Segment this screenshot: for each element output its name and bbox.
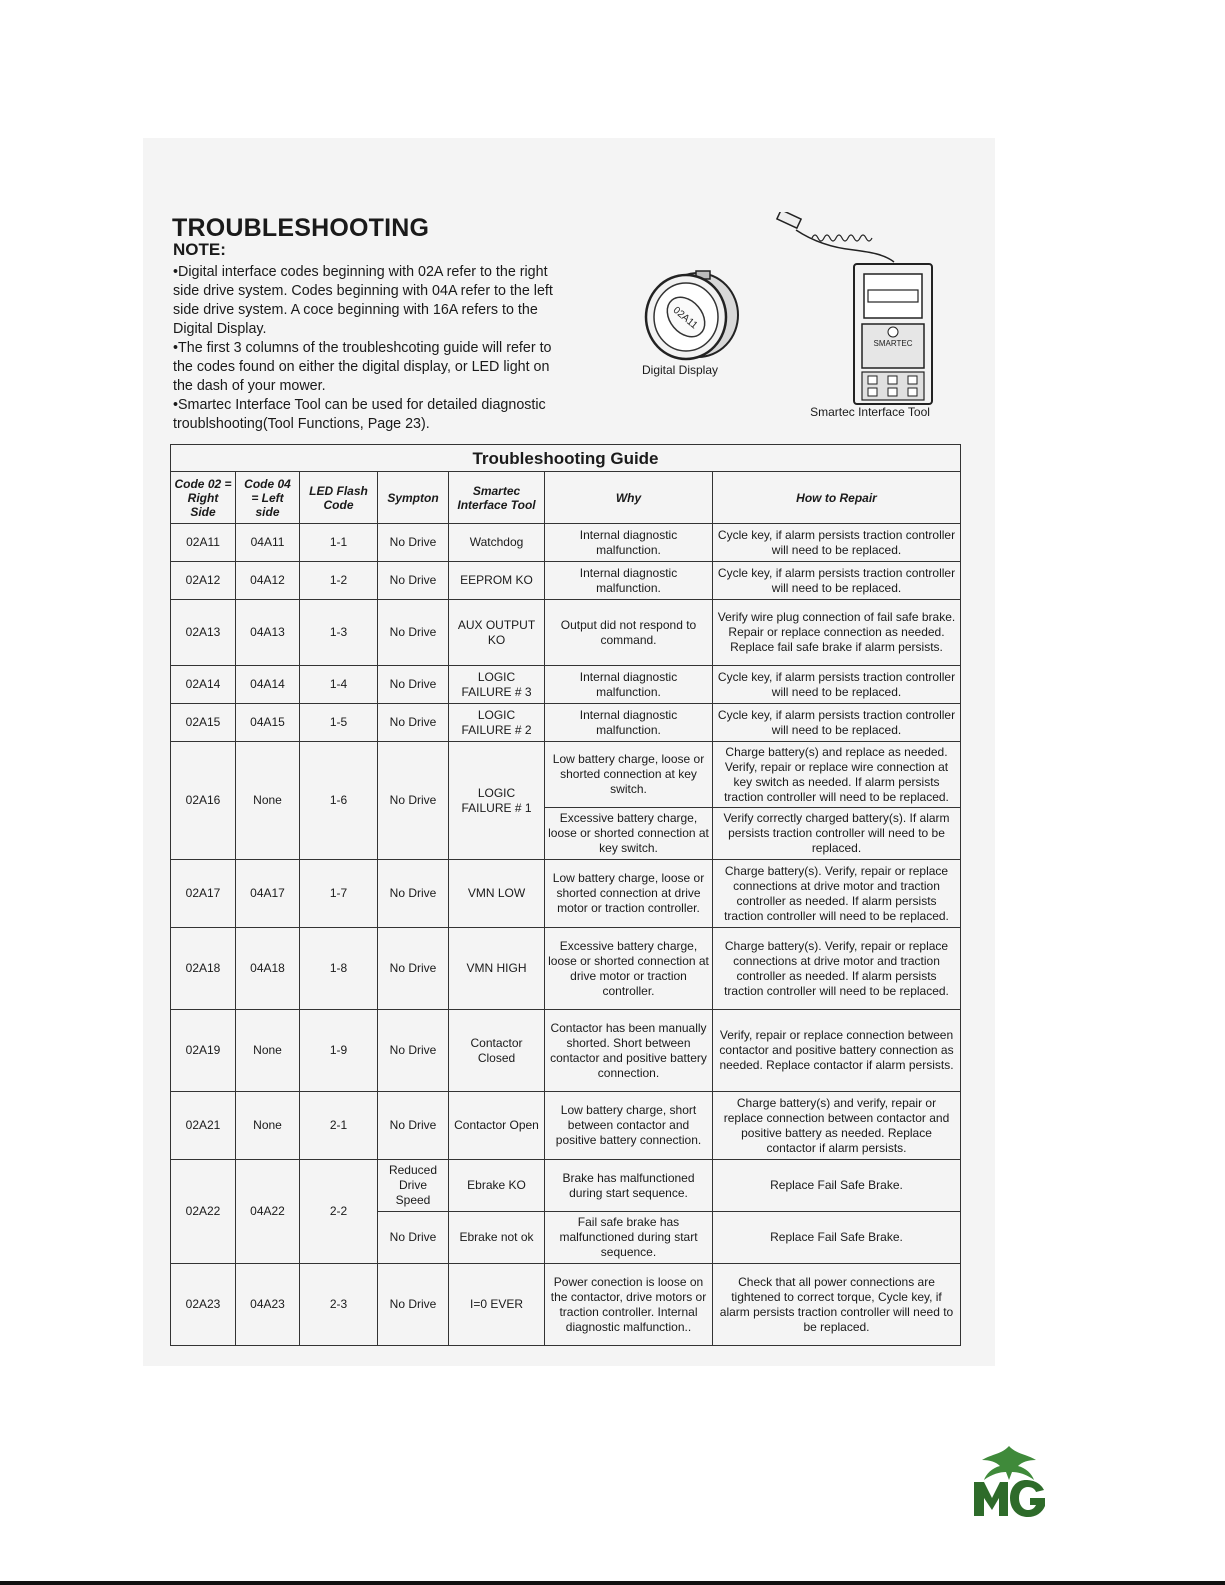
tool-cell: LOGIC FAILURE # 3 (449, 666, 545, 704)
code-04-cell: 04A13 (236, 600, 300, 666)
digital-display-caption: Digital Display (641, 363, 719, 377)
symptom-cell: No Drive (378, 562, 449, 600)
code-04-cell: 04A15 (236, 704, 300, 742)
code-04-cell: 04A23 (236, 1264, 300, 1346)
mg-logo-icon (968, 1440, 1050, 1520)
column-header: Smartec Interface Tool (449, 472, 545, 524)
smartec-tool-illustration (774, 212, 949, 417)
repair-cell: Replace Fail Safe Brake. (713, 1160, 961, 1212)
table-row (171, 1264, 961, 1346)
led-code-cell: 1-5 (300, 704, 378, 742)
note-item: •Smartec Interface Tool can be used for detailed diagnostic troublshooting(Tool Functions, Page 23). (173, 397, 546, 432)
why-cell: Internal diagnostic malfunction. (545, 562, 713, 600)
code-02-cell: 02A18 (171, 928, 236, 1010)
table-row (171, 666, 961, 704)
why-cell: Output did not respond to command. (545, 600, 713, 666)
code-02-cell: 02A22 (171, 1160, 236, 1264)
symptom-cell: No Drive (378, 524, 449, 562)
why-cell: Internal diagnostic malfunction. (545, 704, 713, 742)
symptom-cell: No Drive (378, 704, 449, 742)
note-item: •The first 3 columns of the troubleshcoting guide will refer to the codes found on either the digital display, or LED light on the dash of your mower. (173, 340, 552, 394)
table-row (171, 742, 961, 808)
tool-cell: Watchdog (449, 524, 545, 562)
led-code-cell: 1-7 (300, 860, 378, 928)
code-02-cell: 02A17 (171, 860, 236, 928)
code-04-cell: 04A17 (236, 860, 300, 928)
notes-list (173, 263, 568, 434)
repair-cell: Verify correctly charged battery(s). If alarm persists traction controller will need to be replaced. (713, 808, 961, 860)
why-cell: Low battery charge, loose or shorted connection at drive motor or traction controller. (545, 860, 713, 928)
tool-cell: EEPROM KO (449, 562, 545, 600)
code-04-cell: None (236, 1092, 300, 1160)
column-header: Code 04 = Left side (236, 472, 300, 524)
code-04-cell: None (236, 742, 300, 860)
repair-cell: Charge battery(s). Verify, repair or replace connections at drive motor and traction controller as needed. If alarm persists traction controller will need to be replaced. (713, 860, 961, 928)
table-header-row (171, 472, 961, 524)
note-label: NOTE: (173, 240, 226, 259)
symptom-cell: No Drive (378, 1010, 449, 1092)
table-row (171, 600, 961, 666)
symptom-cell: No Drive (378, 600, 449, 666)
table-row (171, 562, 961, 600)
led-code-cell: 1-8 (300, 928, 378, 1010)
repair-cell: Cycle key, if alarm persists traction controller will need to be replaced. (713, 524, 961, 562)
symptom-cell: No Drive (378, 928, 449, 1010)
code-04-cell: 04A18 (236, 928, 300, 1010)
repair-cell: Check that all power connections are tightened to correct torque, Cycle key, if alarm persists traction controller will need to be replaced. (713, 1264, 961, 1346)
table-row (171, 860, 961, 928)
repair-cell: Cycle key, if alarm persists traction controller will need to be replaced. (713, 562, 961, 600)
led-code-cell: 2-3 (300, 1264, 378, 1346)
table-row (171, 704, 961, 742)
why-cell: Low battery charge, loose or shorted connection at key switch. (545, 742, 713, 808)
why-cell: Internal diagnostic malfunction. (545, 524, 713, 562)
smartec-tool-caption: Smartec Interface Tool (810, 405, 930, 419)
digital-display-illustration (636, 265, 742, 365)
tool-cell: VMN LOW (449, 860, 545, 928)
table-row (171, 524, 961, 562)
repair-cell: Cycle key, if alarm persists traction controller will need to be replaced. (713, 704, 961, 742)
table-row (171, 1160, 961, 1212)
tool-brand-text: SMARTEC (873, 339, 913, 348)
display-code-text: 02A11 (670, 304, 700, 332)
column-header: LED Flash Code (300, 472, 378, 524)
tool-cell: I=0 EVER (449, 1264, 545, 1346)
why-cell: Excessive battery charge, loose or shorted connection at drive motor or traction controller. (545, 928, 713, 1010)
led-code-cell: 2-2 (300, 1160, 378, 1264)
code-02-cell: 02A21 (171, 1092, 236, 1160)
repair-cell: Verify wire plug connection of fail safe brake. Repair or replace connection as needed. Replace fail safe brake if alarm persists. (713, 600, 961, 666)
tool-cell: LOGIC FAILURE # 2 (449, 704, 545, 742)
code-02-cell: 02A12 (171, 562, 236, 600)
why-cell: Contactor has been manually shorted. Short between contactor and positive battery connection. (545, 1010, 713, 1092)
table-row (171, 1010, 961, 1092)
repair-cell: Replace Fail Safe Brake. (713, 1212, 961, 1264)
led-code-cell: 1-1 (300, 524, 378, 562)
symptom-cell: Reduced Drive Speed (378, 1160, 449, 1212)
table-title: Troubleshooting Guide (171, 445, 961, 472)
why-cell: Power conection is loose on the contactor, drive motors or traction controller. Internal diagnostic malfunction.. (545, 1264, 713, 1346)
repair-cell: Cycle key, if alarm persists traction controller will need to be replaced. (713, 666, 961, 704)
repair-cell: Verify, repair or replace connection between contactor and positive battery connection as needed. Replace contactor if alarm persists. (713, 1010, 961, 1092)
led-code-cell: 1-2 (300, 562, 378, 600)
page-title: TROUBLESHOOTING (172, 214, 430, 242)
table-title-row (171, 445, 961, 472)
why-cell: Fail safe brake has malfunctioned during start sequence. (545, 1212, 713, 1264)
repair-cell: Charge battery(s). Verify, repair or replace connections at drive motor and traction controller as needed. If alarm persists traction controller will need to be replaced. (713, 928, 961, 1010)
led-code-cell: 1-4 (300, 666, 378, 704)
code-02-cell: 02A15 (171, 704, 236, 742)
code-04-cell: 04A11 (236, 524, 300, 562)
led-code-cell: 1-3 (300, 600, 378, 666)
code-02-cell: 02A13 (171, 600, 236, 666)
code-04-cell: 04A14 (236, 666, 300, 704)
tool-cell: Contactor Closed (449, 1010, 545, 1092)
symptom-cell: No Drive (378, 666, 449, 704)
tool-cell: VMN HIGH (449, 928, 545, 1010)
column-header: Why (545, 472, 713, 524)
code-02-cell: 02A23 (171, 1264, 236, 1346)
tool-cell: Contactor Open (449, 1092, 545, 1160)
troubleshooting-guide-table (170, 444, 961, 1346)
why-cell: Brake has malfunctioned during start sequence. (545, 1160, 713, 1212)
column-header: How to Repair (713, 472, 961, 524)
code-02-cell: 02A16 (171, 742, 236, 860)
tool-cell: Ebrake KO (449, 1160, 545, 1212)
note-item: •Digital interface codes beginning with 02A refer to the right side drive system. Codes beginning with 04A refer to the left side drive system. A coce beginning with 16A refers to the Digital Display. (173, 264, 553, 337)
tool-cell: LOGIC FAILURE # 1 (449, 742, 545, 860)
symptom-cell: No Drive (378, 742, 449, 860)
led-code-cell: 1-6 (300, 742, 378, 860)
led-code-cell: 2-1 (300, 1092, 378, 1160)
code-04-cell: None (236, 1010, 300, 1092)
why-cell: Excessive battery charge, loose or shorted connection at key switch. (545, 808, 713, 860)
repair-cell: Charge battery(s) and verify, repair or replace connection between contactor and positive battery as needed. Replace contactor if alarm persists. (713, 1092, 961, 1160)
symptom-cell: No Drive (378, 1212, 449, 1264)
bottom-border (0, 1581, 1225, 1585)
led-code-cell: 1-9 (300, 1010, 378, 1092)
code-02-cell: 02A19 (171, 1010, 236, 1092)
symptom-cell: No Drive (378, 860, 449, 928)
symptom-cell: No Drive (378, 1264, 449, 1346)
repair-cell: Charge battery(s) and replace as needed. Verify, repair or replace wire connection at key switch as needed. If alarm persists traction controller will need to be replaced. (713, 742, 961, 808)
code-02-cell: 02A11 (171, 524, 236, 562)
column-header: Code 02 = Right Side (171, 472, 236, 524)
table-row (171, 1092, 961, 1160)
code-02-cell: 02A14 (171, 666, 236, 704)
why-cell: Internal diagnostic malfunction. (545, 666, 713, 704)
column-header: Sympton (378, 472, 449, 524)
code-04-cell: 04A22 (236, 1160, 300, 1264)
table-row (171, 928, 961, 1010)
tool-cell: AUX OUTPUT KO (449, 600, 545, 666)
why-cell: Low battery charge, short between contactor and positive battery connection. (545, 1092, 713, 1160)
code-04-cell: 04A12 (236, 562, 300, 600)
symptom-cell: No Drive (378, 1092, 449, 1160)
tool-cell: Ebrake not ok (449, 1212, 545, 1264)
